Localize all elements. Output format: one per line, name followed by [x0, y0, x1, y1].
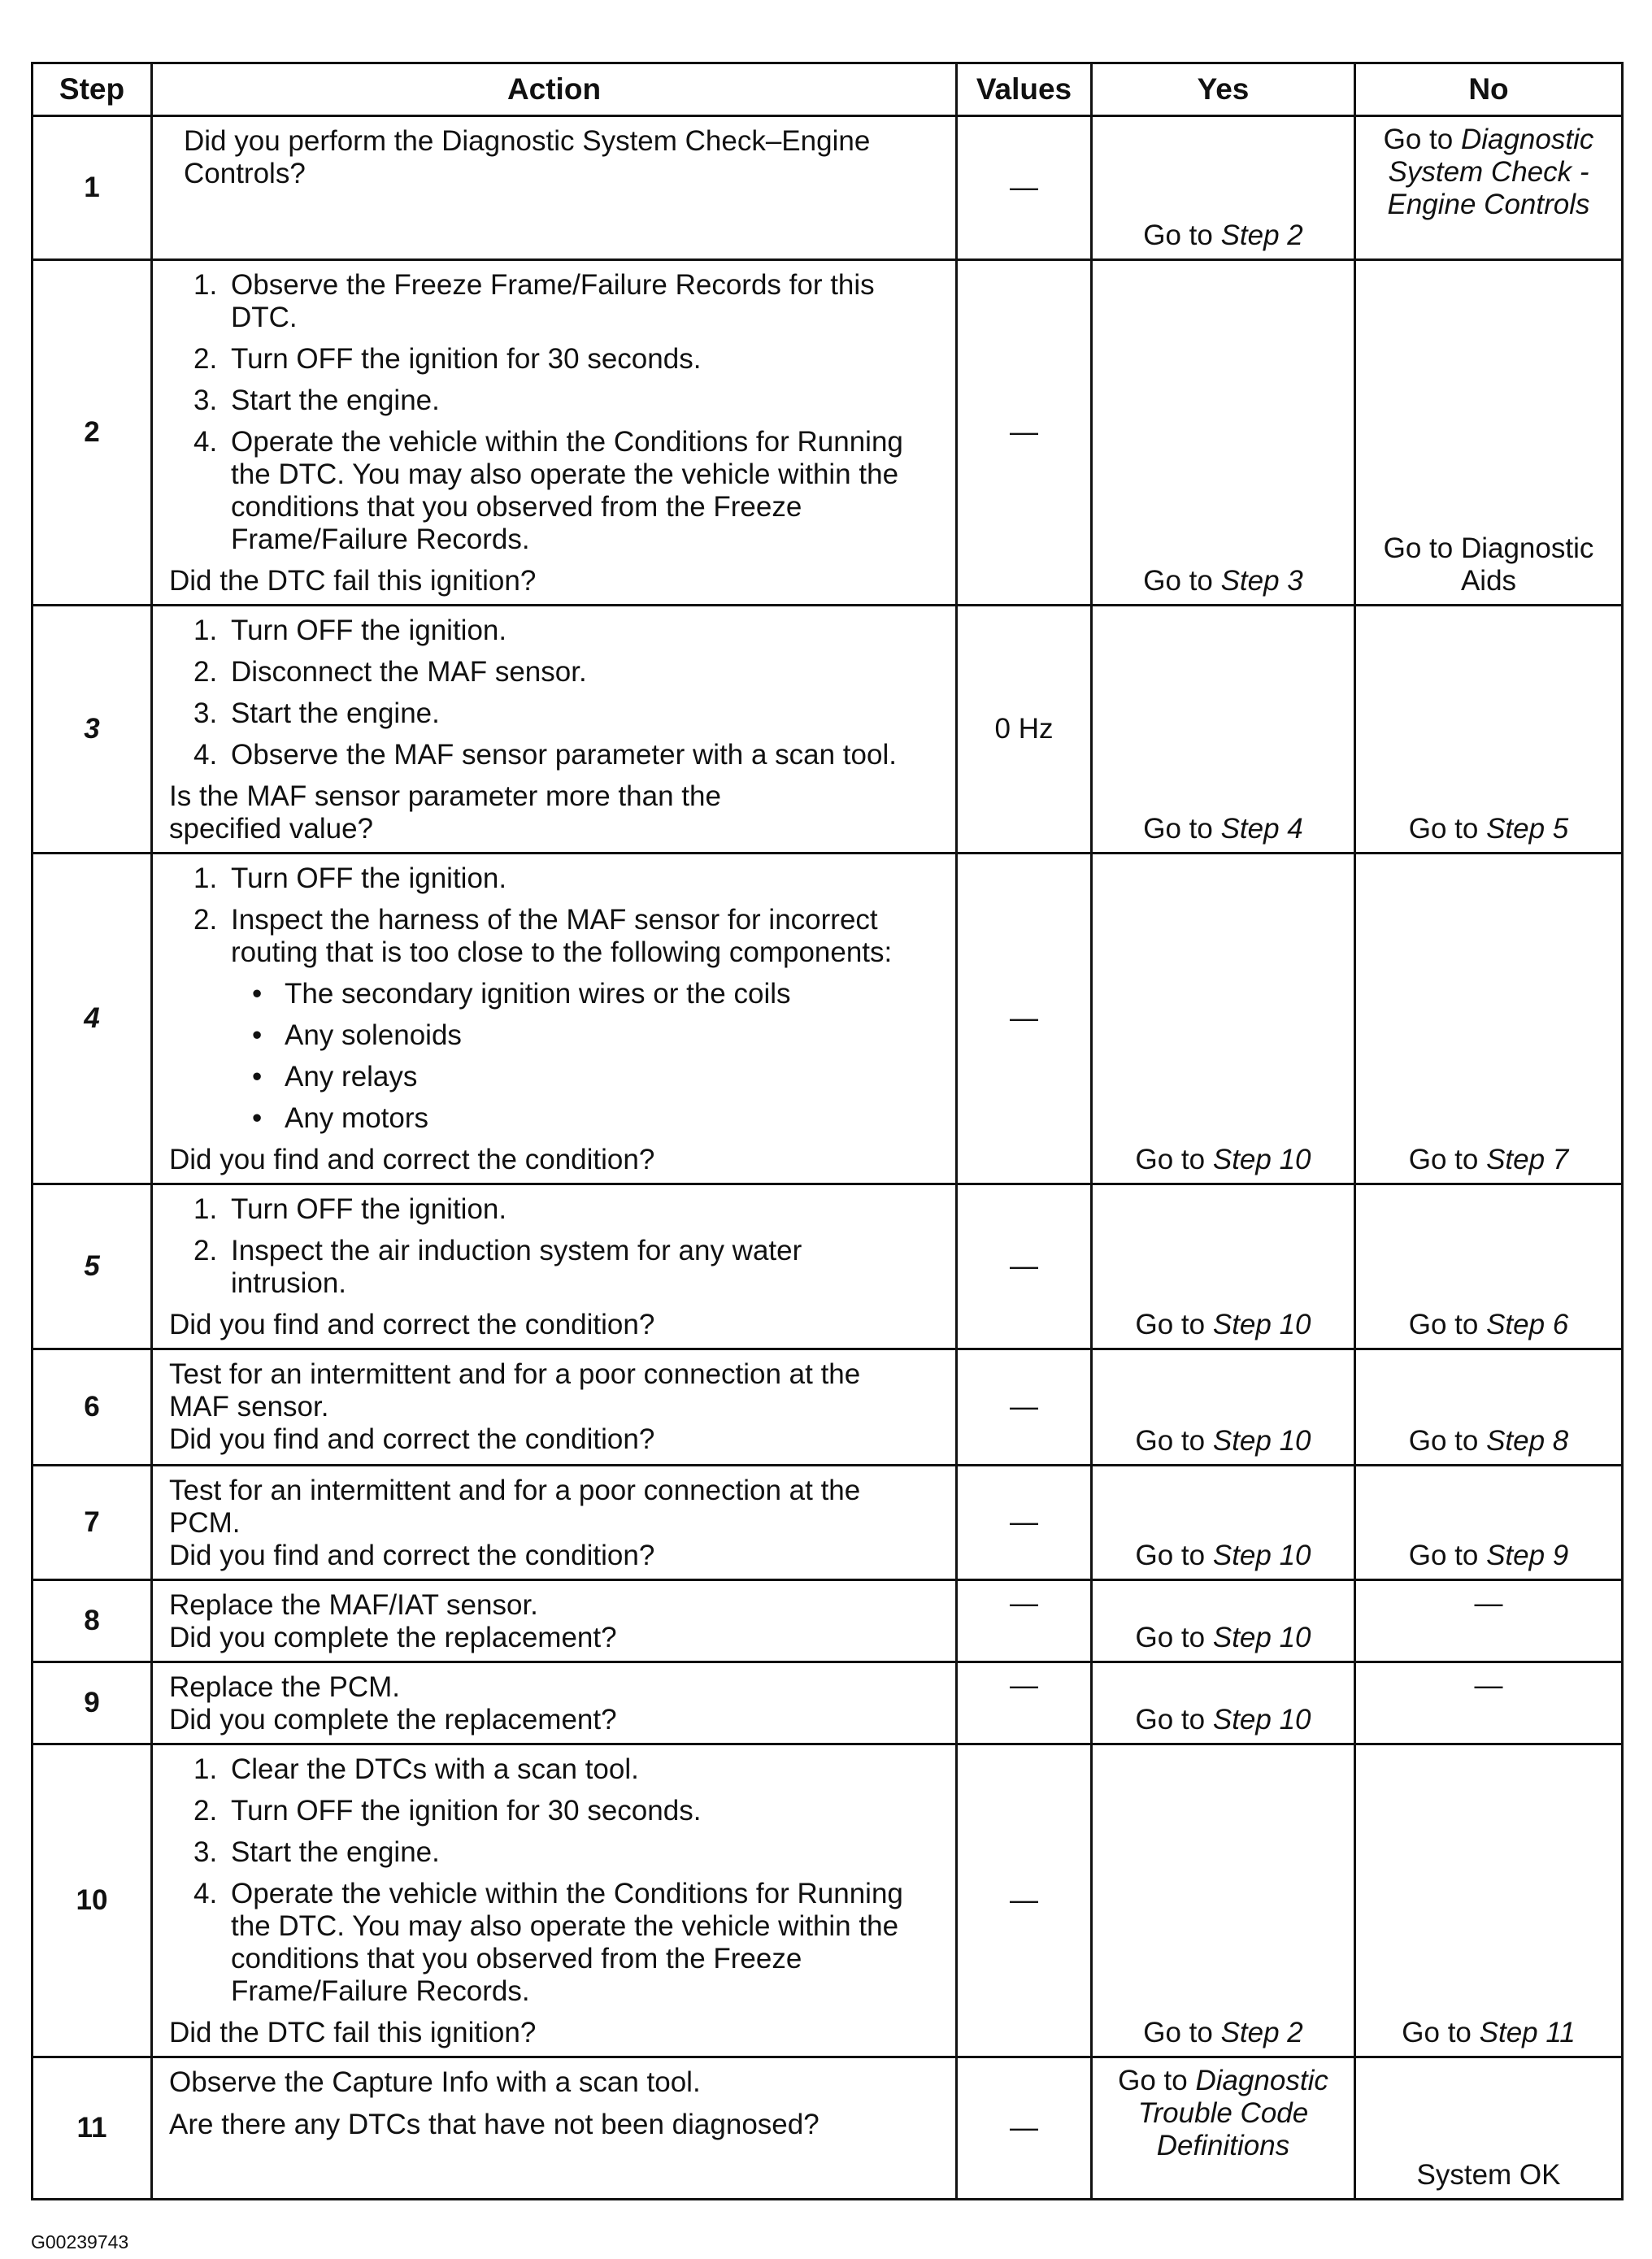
action-step-item: 4. Observe the MAF sensor parameter with a scan tool. — [193, 739, 897, 771]
yes-step-link[interactable]: Step 10 — [1212, 1425, 1311, 1457]
action-cell — [152, 260, 957, 606]
action-step-item: 1. Clear the DTCs with a scan tool. — [193, 1753, 639, 1785]
no-cell: Go to Step 5 — [1355, 606, 1623, 854]
action-bullet-item: • Any relays — [252, 1061, 418, 1093]
table-row — [33, 1349, 1623, 1466]
yes-cell: Go to Step 10 — [1092, 1184, 1355, 1349]
table-row — [33, 1184, 1623, 1349]
action-step-item: 1. Turn OFF the ignition. — [193, 615, 507, 646]
action-text: Test for an intermittent and for a poor connection at the PCM. — [169, 1475, 861, 1539]
table-row — [33, 260, 1623, 606]
step-number: 9 — [33, 1662, 152, 1744]
action-step-item: 2. Inspect the air induction system for any water intrusion. — [193, 1235, 802, 1299]
yes-procedure-link[interactable]: Diagnostic Trouble Code Definitions — [1137, 2065, 1328, 2161]
no-value: — — [1474, 1670, 1503, 1701]
values-cell — [957, 1349, 1092, 1466]
no-cell: Go to Step 6 — [1355, 1184, 1623, 1349]
values-cell — [957, 1466, 1092, 1580]
header-values: Values — [957, 63, 1092, 116]
no-step-link[interactable]: Step 6 — [1486, 1309, 1569, 1340]
values-cell — [957, 1184, 1092, 1349]
yes-step-link[interactable]: Step 10 — [1212, 1309, 1311, 1340]
header-yes: Yes — [1092, 63, 1355, 116]
figure-id: G00239743 — [31, 2231, 129, 2252]
action-cell — [152, 116, 957, 260]
action-cell — [152, 854, 957, 1184]
action-cell — [152, 1184, 957, 1349]
value-text: — — [1010, 1250, 1038, 1282]
action-step-item: 1. Turn OFF the ignition. — [193, 862, 507, 894]
yes-cell: Go to Step 2 — [1092, 1744, 1355, 2057]
yes-cell: Go to Step 10 — [1092, 854, 1355, 1184]
no-cell — [1355, 1662, 1623, 1744]
action-cell — [152, 606, 957, 854]
action-cell — [152, 1662, 957, 1744]
action-step-item: 2. Turn OFF the ignition for 30 seconds. — [193, 1795, 702, 1827]
action-text: Observe the Capture Info with a scan tool. — [169, 2066, 701, 2098]
step-number: 1 — [33, 116, 152, 260]
yes-step-link[interactable]: Step 10 — [1212, 1704, 1311, 1736]
value-text: — — [1010, 1506, 1038, 1538]
no-cell — [1355, 1580, 1623, 1662]
action-question: Did the DTC fail this ignition? — [169, 2017, 537, 2048]
no-step-link[interactable]: Step 8 — [1486, 1425, 1569, 1457]
action-question: Is the MAF sensor parameter more than the specified value? — [169, 780, 721, 845]
action-bullet-item: • The secondary ignition wires or the coils — [252, 978, 791, 1010]
go-to-label: Go to — [1383, 124, 1454, 155]
value-text: — — [1010, 1391, 1038, 1423]
step-number: 11 — [33, 2057, 152, 2200]
yes-step-link[interactable]: Step 3 — [1220, 565, 1303, 597]
action-question: Did you find and correct the condition? — [169, 1144, 655, 1175]
step-number: 8 — [33, 1580, 152, 1662]
values-cell — [957, 260, 1092, 606]
header-no: No — [1355, 63, 1623, 116]
no-value: System OK — [1416, 2159, 1561, 2191]
action-cell — [152, 2057, 957, 2200]
action-question: Did the DTC fail this ignition? — [169, 565, 537, 597]
diagnostic-table — [31, 62, 1624, 2200]
no-cell: Go to Step 8 — [1355, 1349, 1623, 1466]
action-question: Did you complete the replacement? — [169, 1622, 617, 1653]
no-step-link[interactable]: Step 7 — [1486, 1144, 1569, 1175]
no-value: — — [1474, 1588, 1503, 1619]
value-text: — — [1010, 1588, 1038, 1619]
no-cell — [1355, 116, 1623, 260]
no-cell: Go to Step 11 — [1355, 1744, 1623, 2057]
action-question: Are there any DTCs that have not been diagnosed? — [169, 2109, 819, 2140]
step-number: 5 — [33, 1184, 152, 1349]
yes-step-link[interactable]: Step 10 — [1212, 1622, 1311, 1653]
value-text: — — [1010, 416, 1038, 448]
action-step-item: 1. Observe the Freeze Frame/Failure Records for this DTC. — [193, 269, 875, 333]
step-number: 6 — [33, 1349, 152, 1466]
action-step-item: 1. Turn OFF the ignition. — [193, 1193, 507, 1225]
action-question: Did you find and correct the condition? — [169, 1309, 655, 1340]
value-text: — — [1010, 1670, 1038, 1701]
yes-cell: Go to Step 10 — [1092, 1349, 1355, 1466]
action-cell — [152, 1349, 957, 1466]
yes-cell: Go to Step 3 — [1092, 260, 1355, 606]
action-step-item: 4. Operate the vehicle within the Conditions for Running the DTC. You may also operate the vehicle within the conditions that you observed from the Freeze Frame/Failure Records. — [193, 426, 903, 555]
step-number: 2 — [33, 260, 152, 606]
yes-step-link[interactable]: Step 10 — [1212, 1540, 1311, 1571]
no-cell — [1355, 2057, 1623, 2200]
step-number: 10 — [33, 1744, 152, 2057]
no-step-link[interactable]: Step 5 — [1486, 813, 1569, 845]
action-text: Test for an intermittent and for a poor connection at the MAF sensor. — [169, 1358, 861, 1423]
values-cell — [957, 854, 1092, 1184]
table-row — [33, 606, 1623, 854]
no-procedure-link[interactable]: Go to Diagnostic Aids — [1383, 532, 1594, 597]
header-step: Step — [33, 63, 152, 116]
header-row — [33, 63, 1623, 116]
action-question: Did you find and correct the condition? — [169, 1423, 655, 1455]
values-cell — [957, 1744, 1092, 2057]
yes-cell: Go to Step 10 — [1092, 1580, 1355, 1662]
go-to-label: Go to — [1143, 219, 1213, 251]
action-step-item: 2. Disconnect the MAF sensor. — [193, 656, 587, 688]
action-step-item: 3. Start the engine. — [193, 384, 440, 416]
yes-step-link[interactable]: Step 2 — [1220, 2017, 1303, 2048]
table-row — [33, 854, 1623, 1184]
value-text: — — [1010, 172, 1038, 203]
yes-cell: Go to Step 10 — [1092, 1662, 1355, 1744]
value-text: — — [1010, 1002, 1038, 1034]
values-cell — [957, 1580, 1092, 1662]
step-number: 4 — [33, 854, 152, 1184]
action-step-item: 3. Start the engine. — [193, 697, 440, 729]
table-row — [33, 1466, 1623, 1580]
value-text: — — [1010, 2112, 1038, 2144]
action-bullet-item: • Any motors — [252, 1102, 428, 1134]
table-row — [33, 2057, 1623, 2200]
table-row — [33, 116, 1623, 260]
action-question: Did you find and correct the condition? — [169, 1540, 655, 1571]
yes-step-link[interactable]: Step 10 — [1212, 1144, 1311, 1175]
action-text: Replace the MAF/IAT sensor. — [169, 1589, 538, 1621]
yes-step-link[interactable]: Step 4 — [1220, 813, 1303, 845]
yes-cell: Go to Step 10 — [1092, 1466, 1355, 1580]
values-cell — [957, 606, 1092, 854]
yes-step-link[interactable]: Step 2 — [1220, 219, 1303, 251]
value-text: — — [1010, 1884, 1038, 1916]
action-cell — [152, 1466, 957, 1580]
action-text: Did you perform the Diagnostic System Check–Engine Controls? — [184, 125, 871, 189]
action-bullet-item: • Any solenoids — [252, 1019, 462, 1051]
no-cell: Go to Step 9 — [1355, 1466, 1623, 1580]
action-cell — [152, 1744, 957, 2057]
no-step-link[interactable]: Step 9 — [1486, 1540, 1569, 1571]
step-number: 3 — [33, 606, 152, 854]
action-step-item: 2. Turn OFF the ignition for 30 seconds. — [193, 343, 702, 375]
no-procedure-link[interactable]: Diagnostic System Check - Engine Controls — [1387, 124, 1594, 220]
action-text: Replace the PCM. — [169, 1671, 401, 1703]
values-cell — [957, 2057, 1092, 2200]
action-step-item: 4. Operate the vehicle within the Conditions for Running the DTC. You may also operate the vehicle within the conditions that you observed from the Freeze Frame/Failure Records. — [193, 1878, 903, 2007]
values-cell — [957, 1662, 1092, 1744]
action-step-item: 3. Start the engine. — [193, 1836, 440, 1868]
no-cell — [1355, 260, 1623, 606]
no-cell: Go to Step 7 — [1355, 854, 1623, 1184]
yes-cell — [1092, 116, 1355, 260]
yes-cell: Go to Step 4 — [1092, 606, 1355, 854]
header-action: Action — [152, 63, 957, 116]
value-text: 0 Hz — [994, 713, 1054, 745]
step-number: 7 — [33, 1466, 152, 1580]
values-cell — [957, 116, 1092, 260]
table-row — [33, 1744, 1623, 2057]
table-row — [33, 1580, 1623, 1662]
action-question: Did you complete the replacement? — [169, 1704, 617, 1736]
table-row — [33, 1662, 1623, 1744]
no-step-link[interactable]: Step 11 — [1479, 2017, 1576, 2048]
action-cell — [152, 1580, 957, 1662]
yes-cell: Go to Diagnostic Trouble Code Definitions — [1092, 2057, 1355, 2200]
action-step-item: 2. Inspect the harness of the MAF sensor for incorrect routing that is too close to the following components: — [193, 904, 893, 968]
